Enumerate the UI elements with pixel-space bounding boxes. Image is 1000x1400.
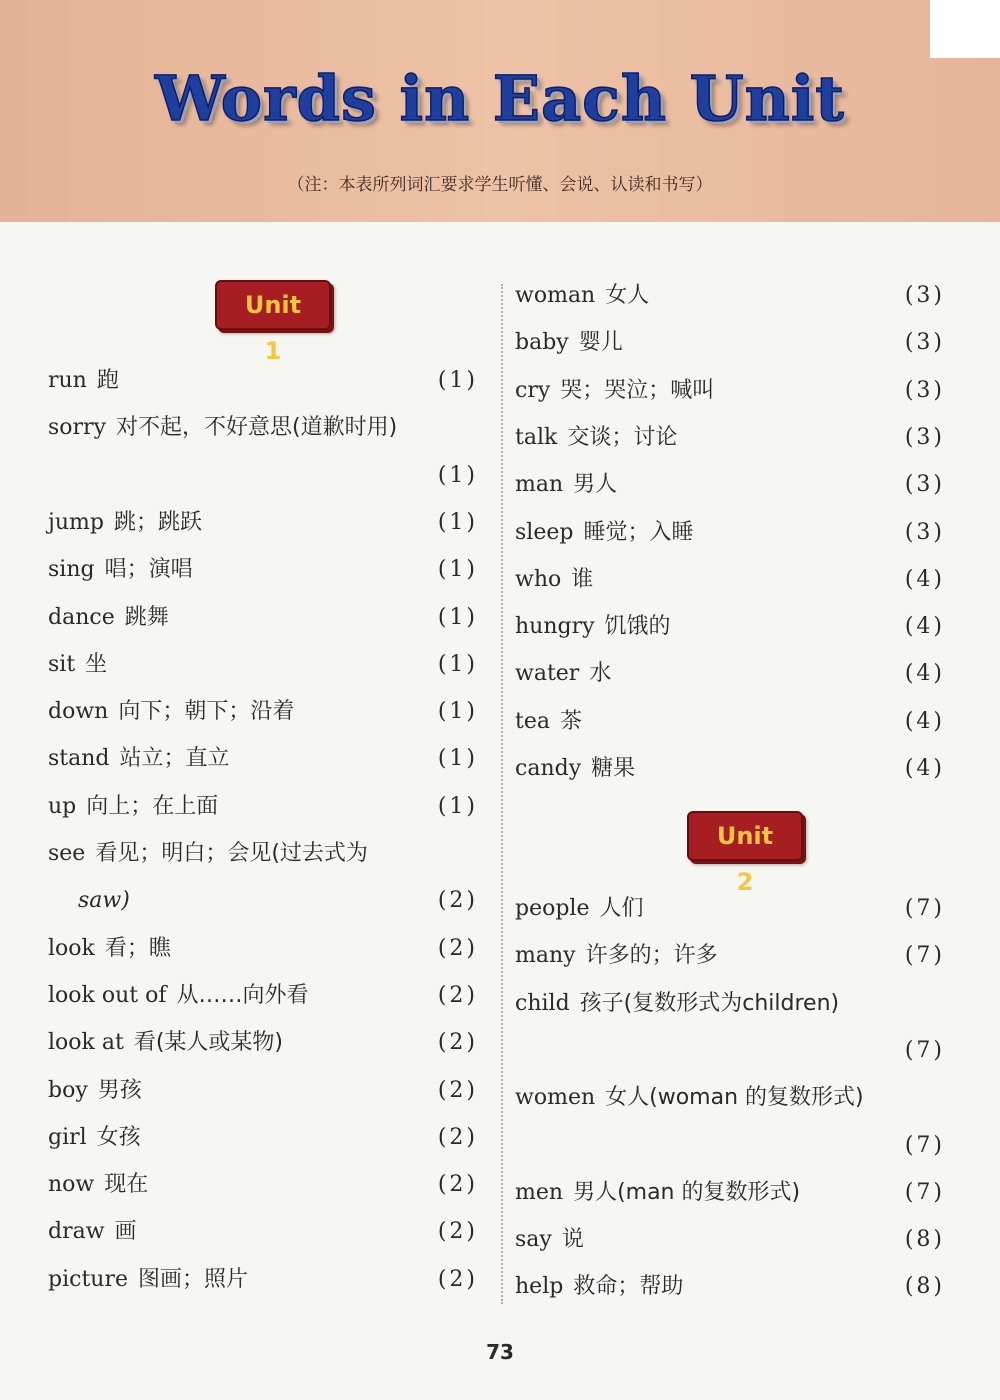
word-entry <box>48 929 478 969</box>
entry-unit-ref: (1) <box>437 462 478 488</box>
entry-meaning: 女人 <box>605 283 650 308</box>
header-corner <box>930 0 1000 58</box>
word-entry <box>515 513 945 553</box>
column-divider <box>501 284 503 1304</box>
entry-word: women <box>515 1085 596 1111</box>
entry-meaning: 坐 <box>85 651 108 677</box>
word-entry <box>515 371 945 411</box>
entry-meaning: 孩子(复数形式为children) <box>579 990 840 1016</box>
entry-unit-ref: (2) <box>437 1172 478 1198</box>
entry-meaning: 交谈；讨论 <box>567 424 678 450</box>
entry-word: help <box>515 1274 564 1300</box>
entry-meaning: 对不起，不好意思(道歉时用) <box>116 415 398 441</box>
word-entry <box>515 323 945 363</box>
entry-meaning: 睡觉；入睡 <box>583 519 694 545</box>
entry-unit-ref: (2) <box>437 935 478 961</box>
entry-word: sorry <box>48 415 106 441</box>
word-entry <box>48 834 478 874</box>
word-entry <box>48 645 478 685</box>
word-entry <box>48 739 478 779</box>
word-entry <box>515 1031 945 1071</box>
word-entry <box>48 692 478 732</box>
entry-unit-ref: (7) <box>904 1037 945 1063</box>
entry-unit-ref: (2) <box>437 982 478 1008</box>
word-entry <box>515 607 945 647</box>
entry-meaning: 茶 <box>559 708 582 734</box>
entry-meaning: 跑 <box>96 368 119 393</box>
entry-word: picture <box>48 1266 128 1292</box>
word-entry <box>48 456 478 496</box>
entry-meaning: 糖果 <box>591 756 636 781</box>
entry-meaning: 唱；演唱 <box>104 557 193 583</box>
entry-unit-ref: (1) <box>437 509 478 535</box>
entry-word: candy <box>515 756 582 781</box>
entry-meaning: 跳舞 <box>124 604 169 630</box>
entry-word: people <box>515 896 590 921</box>
entry-word: hungry <box>515 614 595 640</box>
word-entry <box>515 889 945 929</box>
word-entry <box>515 560 945 600</box>
entry-word: who <box>515 566 562 592</box>
word-entry <box>515 1173 945 1213</box>
entry-unit-ref: (1) <box>437 604 478 630</box>
word-entry <box>515 418 945 458</box>
entry-meaning: 画 <box>114 1219 137 1245</box>
entry-word: dance <box>48 604 115 630</box>
entry-meaning: 女人(woman 的复数形式) <box>605 1085 864 1111</box>
entry-unit-ref: (1) <box>437 557 478 583</box>
entry-meaning: 看(某人或某物) <box>133 1030 283 1056</box>
word-entry <box>48 1118 478 1158</box>
word-entry <box>515 749 945 789</box>
word-entry <box>48 598 478 638</box>
word-entry <box>48 361 478 401</box>
entry-word: now <box>48 1172 95 1198</box>
entry-word: see <box>48 841 86 866</box>
word-entry <box>48 550 478 590</box>
entry-meaning: 说 <box>561 1227 584 1253</box>
entry-unit-ref: (7) <box>904 1132 945 1158</box>
entry-word: girl <box>48 1124 87 1150</box>
entry-unit-ref: (2) <box>437 1219 478 1245</box>
entry-meaning: 向下；朝下；沿着 <box>118 699 295 725</box>
entry-unit-ref: (1) <box>437 368 478 393</box>
word-entry <box>515 1078 945 1118</box>
word-entry <box>515 1220 945 1260</box>
word-entry <box>48 1165 478 1205</box>
word-entry <box>48 787 478 827</box>
entry-unit-ref: (7) <box>904 1179 945 1205</box>
entry-word: down <box>48 699 109 725</box>
entry-word: sleep <box>515 519 574 545</box>
entry-meaning: 女孩 <box>96 1124 141 1150</box>
entry-unit-ref: (4) <box>904 566 945 592</box>
word-entry <box>515 1126 945 1166</box>
unit-2-badge: Unit 2 <box>687 811 803 861</box>
word-entry <box>48 1071 478 1111</box>
entry-word: look at <box>48 1030 124 1056</box>
entry-word: run <box>48 368 87 393</box>
entry-word: look out of <box>48 982 167 1008</box>
entry-unit-ref: (2) <box>437 1124 478 1150</box>
entry-unit-ref: (3) <box>904 519 945 545</box>
entry-word: cry <box>515 377 551 403</box>
unit-1-badge: Unit 1 <box>215 280 331 330</box>
entry-word: look <box>48 935 95 961</box>
entry-unit-ref: (7) <box>904 896 945 921</box>
entry-meaning: 站立；直立 <box>119 746 230 772</box>
entry-meaning: 救命；帮助 <box>573 1274 684 1300</box>
entry-meaning: 看；瞧 <box>104 935 171 961</box>
entry-unit-ref: (4) <box>904 661 945 687</box>
word-entry <box>515 936 945 976</box>
word-entry <box>48 881 478 921</box>
word-entry <box>515 465 945 505</box>
entry-meaning: 男人 <box>573 472 618 498</box>
entry-meaning: 男人(man 的复数形式) <box>573 1179 801 1205</box>
entry-meaning: 哭；哭泣；喊叫 <box>560 377 715 403</box>
entry-word: saw) <box>78 888 130 914</box>
entry-word: water <box>515 661 580 687</box>
entry-unit-ref: (3) <box>904 283 945 308</box>
entry-meaning: 向上；在上面 <box>86 793 219 819</box>
entry-unit-ref: (4) <box>904 708 945 734</box>
entry-word: woman <box>515 283 596 308</box>
entry-meaning: 图画；照片 <box>138 1266 249 1292</box>
word-entry <box>48 1212 478 1252</box>
word-entry <box>48 503 478 543</box>
entry-unit-ref: (4) <box>904 614 945 640</box>
entry-word: jump <box>48 509 104 535</box>
entry-meaning: 男孩 <box>97 1077 142 1103</box>
entry-unit-ref: (3) <box>904 472 945 498</box>
entry-meaning: 人们 <box>599 896 644 921</box>
entry-word: up <box>48 793 77 819</box>
entry-meaning: 看见；明白；会见(过去式为 <box>95 841 368 866</box>
word-entry <box>48 408 478 448</box>
entry-meaning: 水 <box>589 661 612 687</box>
header-banner <box>0 0 1000 222</box>
entry-unit-ref: (3) <box>904 330 945 356</box>
word-entry <box>515 984 945 1024</box>
word-entry <box>515 276 945 316</box>
entry-word: boy <box>48 1077 88 1103</box>
entry-unit-ref: (2) <box>437 888 478 914</box>
entry-unit-ref: (1) <box>437 746 478 772</box>
page-note: （注：本表所列词汇要求学生听懂、会说、认读和书写） <box>287 175 713 195</box>
entry-meaning: 现在 <box>104 1172 149 1198</box>
word-entry <box>48 1023 478 1063</box>
entry-meaning: 谁 <box>571 566 594 592</box>
entry-word: many <box>515 943 576 969</box>
entry-word: say <box>515 1227 552 1253</box>
entry-meaning: 饥饿的 <box>604 614 671 640</box>
entry-unit-ref: (3) <box>904 424 945 450</box>
entry-word: child <box>515 990 570 1016</box>
word-entry <box>48 1260 478 1300</box>
page-number: 73 <box>486 1340 514 1364</box>
entry-unit-ref: (7) <box>904 943 945 969</box>
entry-unit-ref: (1) <box>437 793 478 819</box>
entry-word: man <box>515 472 564 498</box>
entry-unit-ref: (4) <box>904 756 945 781</box>
page-title: Words in Each Unit <box>155 62 845 135</box>
word-entry <box>515 702 945 742</box>
entry-unit-ref: (8) <box>904 1227 945 1253</box>
entry-meaning: 许多的；许多 <box>585 943 718 969</box>
entry-word: sing <box>48 557 95 583</box>
entry-word: tea <box>515 708 550 734</box>
entry-word: baby <box>515 330 569 356</box>
entry-unit-ref: (1) <box>437 699 478 725</box>
entry-meaning: 婴儿 <box>578 330 623 356</box>
entry-meaning: 跳；跳跃 <box>113 509 202 535</box>
entry-word: sit <box>48 651 76 677</box>
entry-unit-ref: (2) <box>437 1266 478 1292</box>
entry-unit-ref: (8) <box>904 1274 945 1300</box>
entry-word: talk <box>515 424 558 450</box>
entry-word: draw <box>48 1219 105 1245</box>
word-entry <box>48 976 478 1016</box>
entry-unit-ref: (3) <box>904 377 945 403</box>
word-entry <box>515 1267 945 1307</box>
entry-meaning: 从……向外看 <box>176 982 309 1008</box>
entry-unit-ref: (2) <box>437 1030 478 1056</box>
entry-word: stand <box>48 746 110 772</box>
word-entry <box>515 654 945 694</box>
entry-unit-ref: (2) <box>437 1077 478 1103</box>
entry-unit-ref: (1) <box>437 651 478 677</box>
entry-word: men <box>515 1179 564 1205</box>
